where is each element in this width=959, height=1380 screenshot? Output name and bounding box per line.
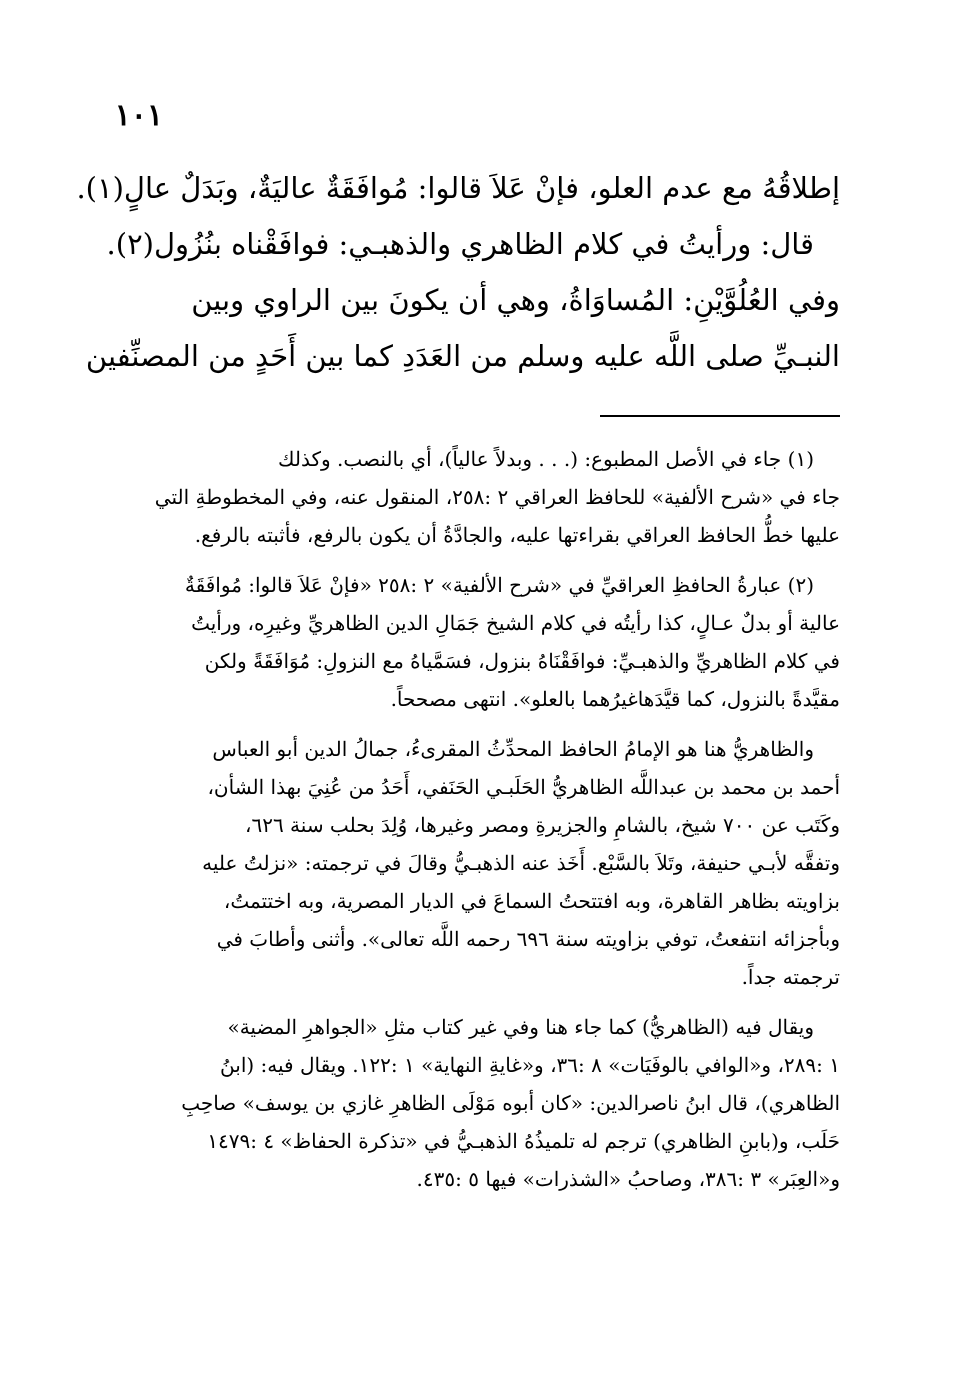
main-text-line: إطلاقُهُ مع عدم العلو، فإنْ عَلاَ قالوا: مُوافَقَةٌ عاليَةٌ، وبَدَلٌ عالٍ(١).: [76, 171, 840, 205]
footnote-line: عليها خطُّ الحافظ العراقي بقراءتها عليه، والجادَّةُ أن يكون بالرفع، فأثبته بالرفع.: [194, 523, 840, 547]
footnote-line: جاء في «شرح الألفية» للحافظ العراقي ٢ :٢٥٨، المنقول عنه، وفي المخطوطةِ التي: [154, 485, 840, 509]
footnote-line: وبأجزائه انتفعتُ، توفي بزاويته سنة ٦٩٦ رحمه اللَّه تعالى». وأثنى وأطابَ في: [216, 927, 840, 951]
footnote-line: وكَتَب عن ٧٠٠ شيخ، بالشامِ والجزيرةِ ومصر وغيرها، وُلِدَ بحلب سنة ٦٢٦،: [245, 813, 840, 837]
footnote-2: [128, 566, 840, 718]
footnote-line: عالية أو بدلٌ عـالٍ، كذا رأيتُه في كلام الشيخ جَمَالِ الدين الظاهريِّ وغيرِه، ورأيتُ: [191, 611, 840, 635]
footnote-line: أحمد بن محمد بن عبداللَّه الظاهريُّ الحَلَبـي الحَنَفي، أَحَدُ من عُنِيَ بهذا الشأن،: [207, 775, 840, 799]
main-text-line: وفي العُلُوَّيْنِ: المُساوَاةُ، وهي أن يكونَ بين الراوي وبين: [191, 283, 840, 317]
footnote-line: في كلام الظاهريِّ والذهبـيِّ: فوافَقْنَاهُ بنزول، فسَمَّياهُ مع النزولِ: مُوَافَقَةً ولكن: [204, 649, 840, 673]
footnote-paragraph-zahiri: [128, 730, 840, 996]
footnote-line: ١ :٢٨٩، و«الوافي بالوفَيَات» ٨ :٣٦، و«غايةِ النهاية» ١ :١٢٢. ويقال فيه: (ابنُ: [220, 1053, 840, 1077]
footnote-line: وتفقَّه لأبـي حنيفة، وتَلاَ بالسَّبْع. أَخَذ عنه الذهبـيُّ وقالَ في ترجمته: «نزلتُ عليه: [202, 851, 840, 875]
footnote-line: والظاهريُّ هنا هو الإمامُ الحافظ المحدِّثُ المقرىءُ، جمالُ الدين أبو العباس: [212, 737, 814, 761]
footnote-line: حَلَب، و(بابنِ الظاهري) ترجم له تلميذُهُ الذهبـيُّ في «تذكرة الحفاظ» ٤ :١٤٧٩: [207, 1129, 840, 1153]
page-number: ١٠١: [114, 98, 163, 133]
main-text-line: النبـيِّ صلى اللَّه عليه وسلم من العَدَدِ كما بين أَحَدٍ من المصنِّفين: [85, 339, 840, 373]
main-text: [76, 160, 840, 384]
footnotes: [128, 440, 840, 1210]
footnote-1: [128, 440, 840, 554]
footnote-line: مقيَّدةً بالنزول، كما قيَّدَهاغيرُهما بالعلو». انتهى مصححاً.: [390, 687, 840, 711]
footnote-separator: [600, 415, 840, 417]
footnote-line: الظاهري)، قال ابنُ ناصرالدين: «كان أبوه مَوْلَى الظاهرِ غازي بن يوسف» صاحِبِ: [181, 1091, 840, 1115]
footnote-paragraph-naming: [128, 1008, 840, 1198]
footnote-line: و«العِبَر» ٣ :٣٨٦، وصاحبُ «الشذرات» فيها ٥ :٤٣٥.: [416, 1167, 840, 1191]
footnote-line: (١) جاء في الأصل المطبوع: (. . . وبدلاً عالياً)، أي بالنصب. وكذلك: [278, 447, 814, 471]
footnote-line: بزاويته بظاهر القاهرة، وبه افتتحتُ السماعَ في الديار المصرية، وبه اختتمتُ،: [223, 889, 840, 913]
main-text-line: قال: ورأيتُ في كلام الظاهري والذهبـي: فوافَقْناه بنُزُول(٢).: [106, 227, 814, 261]
footnote-line: ويقال فيه (الظاهريُّ) كما جاء هنا وفي غير كتاب مثلِ «الجواهرِ المضية»: [227, 1015, 814, 1039]
footnote-line: (٢) عبارةُ الحافظِ العراقيِّ في «شرح الألفية» ٢ :٢٥٨ «فإنْ عَلاَ قالوا: مُوافَقَةٌ: [184, 573, 814, 597]
footnote-line: ترجمته جداً.: [741, 965, 840, 989]
